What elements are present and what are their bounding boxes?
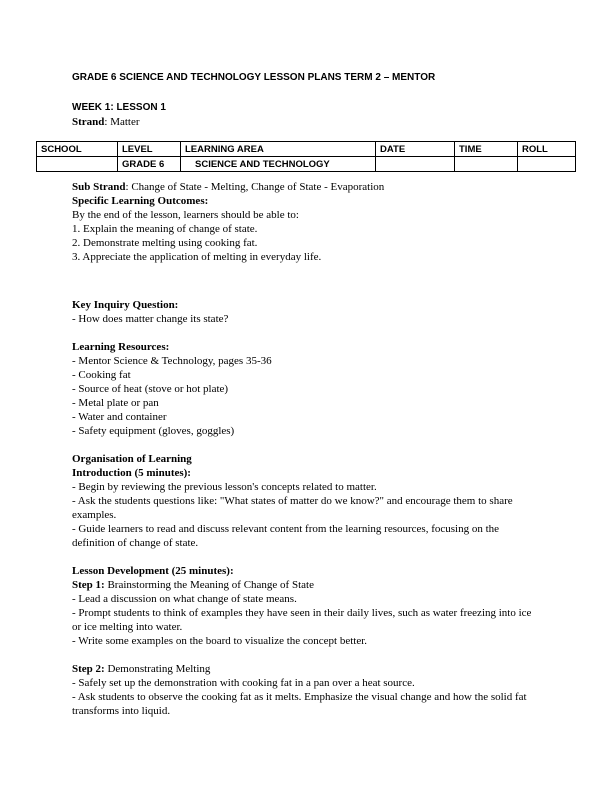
list-item: - Mentor Science & Technology, pages 35-36 <box>72 355 272 367</box>
organisation-heading: Organisation of Learning <box>72 453 192 465</box>
kiq-heading: Key Inquiry Question: <box>72 299 179 311</box>
list-item: - Safety equipment (gloves, goggles) <box>72 425 235 437</box>
strand-value: : Matter <box>104 116 140 128</box>
cell-level: GRADE 6 <box>118 157 181 172</box>
list-item: - Lead a discussion on what change of state means. <box>72 593 297 605</box>
step2-label: Step 2: <box>72 663 105 675</box>
step2-title: Demonstrating Melting <box>104 663 211 675</box>
list-item: 1. Explain the meaning of change of state. <box>72 223 258 235</box>
slo-intro: By the end of the lesson, learners should be able to: <box>72 209 299 221</box>
list-item: - Prompt students to think of examples they have seen in their daily lives, such as water freezing into ice or ice melting into water. <box>72 607 532 633</box>
resources-heading: Learning Resources: <box>72 341 170 353</box>
cell-roll <box>518 157 576 172</box>
cell-time <box>455 157 518 172</box>
header-date: DATE <box>376 142 455 157</box>
step1-title: Brainstorming the Meaning of Change of State <box>104 579 314 591</box>
slo-heading: Specific Learning Outcomes: <box>72 195 209 207</box>
list-item: - Ask the students questions like: "What states of matter do we know?" and encourage them to share examples. <box>72 495 513 521</box>
sub-strand-value: : Change of State - Melting, Change of State - Evaporation <box>125 181 385 193</box>
step1-label: Step 1: <box>72 579 105 591</box>
list-item: - Safely set up the demonstration with cooking fat in a pan over a heat source. <box>72 677 415 689</box>
list-item: - Guide learners to read and discuss relevant content from the learning resources, focusing on the definition of change of state. <box>72 523 500 549</box>
list-item: - Write some examples on the board to visualize the concept better. <box>72 635 368 647</box>
lesson-info-table <box>36 141 576 172</box>
table-header-row <box>37 142 576 157</box>
header-roll: ROLL <box>518 142 576 157</box>
cell-learning-area: SCIENCE AND TECHNOLOGY <box>181 157 376 172</box>
list-item: - Ask students to observe the cooking fat as it melts. Emphasize the visual change and how the solid fat transforms into liquid. <box>72 691 527 717</box>
strand-line <box>72 116 140 128</box>
list-item: - Source of heat (stove or hot plate) <box>72 383 229 395</box>
header-learning-area: LEARNING AREA <box>181 142 376 157</box>
step1-line <box>72 578 542 592</box>
introduction-heading: Introduction (5 minutes): <box>72 467 191 479</box>
list-item: - Metal plate or pan <box>72 397 159 409</box>
list-item: - How does matter change its state? <box>72 313 229 325</box>
strand-label: Strand <box>72 116 105 128</box>
sub-strand-line <box>72 180 542 194</box>
cell-date <box>376 157 455 172</box>
table-row <box>37 157 576 172</box>
cell-school <box>37 157 118 172</box>
lesson-content <box>72 180 542 718</box>
header-time: TIME <box>455 142 518 157</box>
page-title: GRADE 6 SCIENCE AND TECHNOLOGY LESSON PLANS TERM 2 – MENTOR <box>72 72 436 83</box>
header-school: SCHOOL <box>37 142 118 157</box>
step2-line <box>72 662 542 676</box>
week-lesson-heading: WEEK 1: LESSON 1 <box>72 102 166 113</box>
list-item: 3. Appreciate the application of melting in everyday life. <box>72 251 322 263</box>
list-item: - Begin by reviewing the previous lesson's concepts related to matter. <box>72 481 377 493</box>
list-item: - Water and container <box>72 411 167 423</box>
list-item: 2. Demonstrate melting using cooking fat. <box>72 237 258 249</box>
list-item: - Cooking fat <box>72 369 131 381</box>
sub-strand-label: Sub Strand <box>72 181 126 193</box>
development-heading: Lesson Development (25 minutes): <box>72 565 234 577</box>
header-level: LEVEL <box>118 142 181 157</box>
